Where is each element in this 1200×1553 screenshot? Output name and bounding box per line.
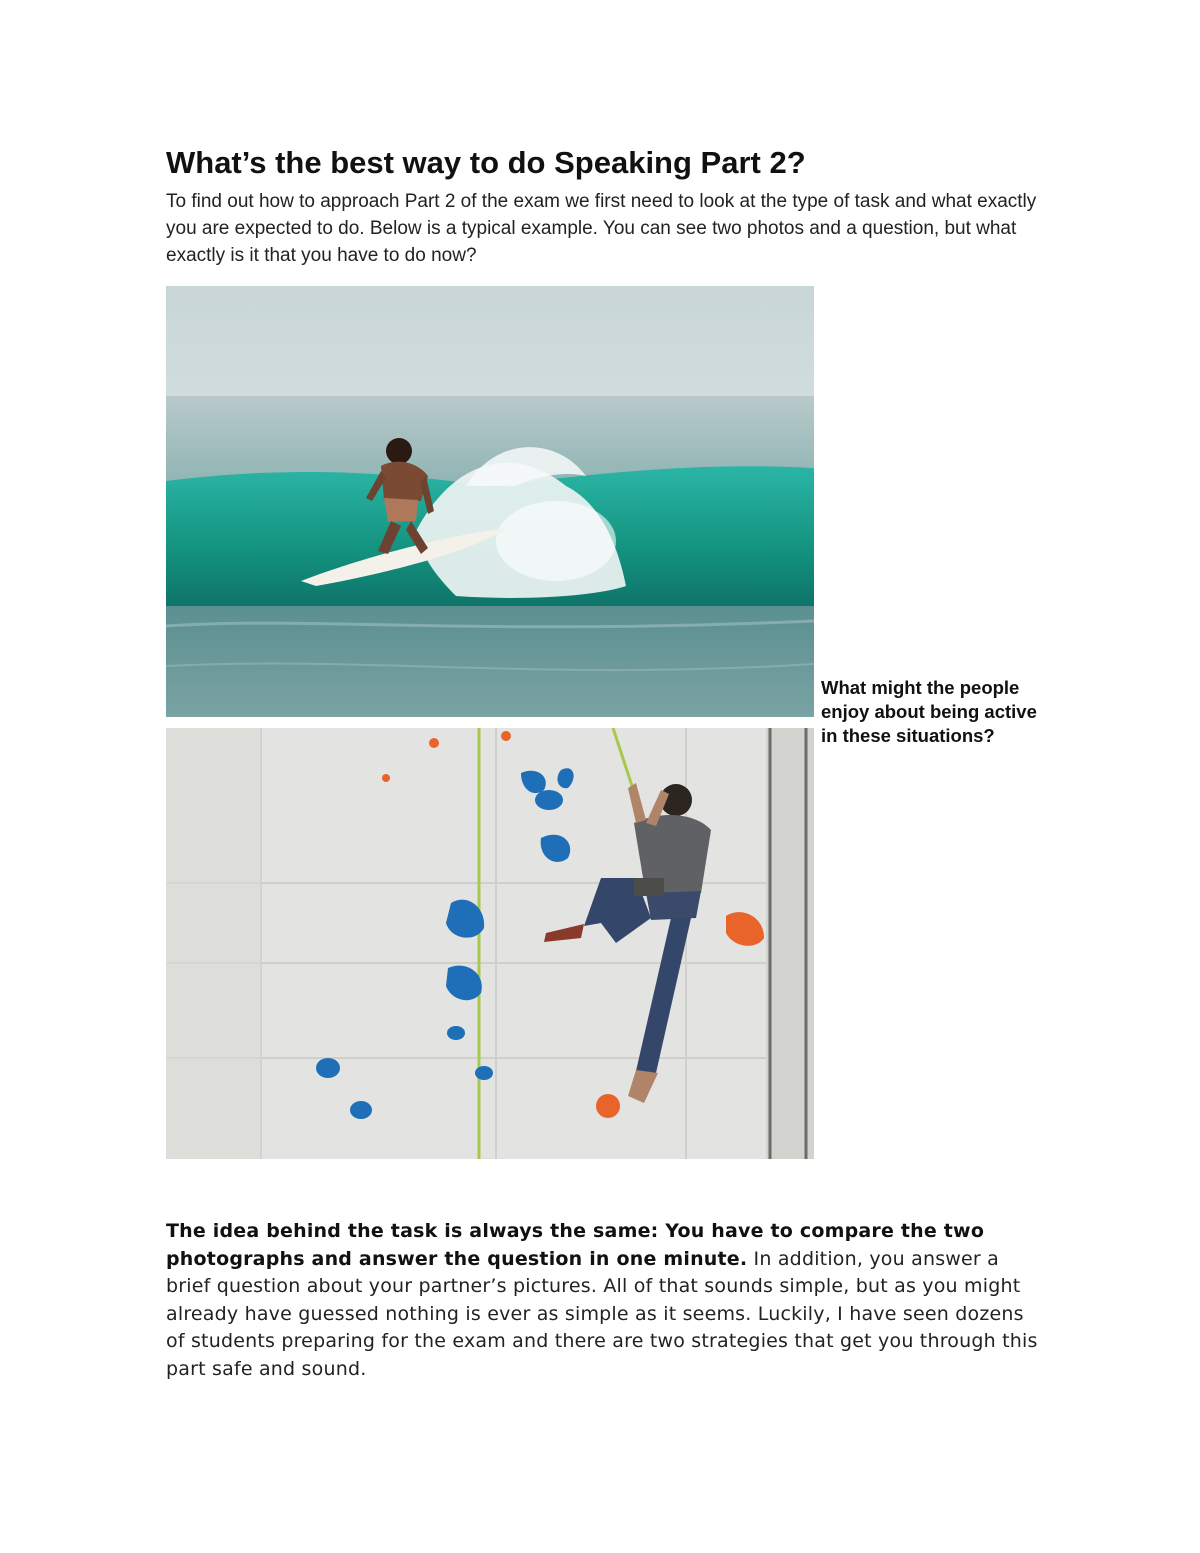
task-question: What might the people enjoy about being active in these situations?: [821, 677, 1037, 746]
surfer-illustration: [166, 286, 814, 717]
climber-photo: [166, 728, 814, 1159]
intro-paragraph: To find out how to approach Part 2 of the exam we first need to look at the type of task and what exactly you are expected to do. Below is a typical example. You can see two photos and a question, but what exactly is it that you have to do now?: [166, 191, 1037, 266]
body-bold-text: The idea behind the task is always the same: You have to compare the two photographs and answer the question in one minute.: [166, 1220, 985, 1270]
body-paragraph: [166, 1218, 1046, 1383]
surfer-photo: [166, 286, 814, 717]
body-regular-text: In addition, you answer a brief question about your partner’s pictures. All of that sounds simple, but as you might already have guessed nothing is ever as simple as it seems. Luckily, I have seen dozens of students preparing for the exam and there are two strategies that get you through this part safe and sound.: [166, 1247, 1038, 1380]
climber-illustration: [166, 728, 814, 1159]
page-heading: What’s the best way to do Speaking Part 2?: [166, 145, 806, 180]
